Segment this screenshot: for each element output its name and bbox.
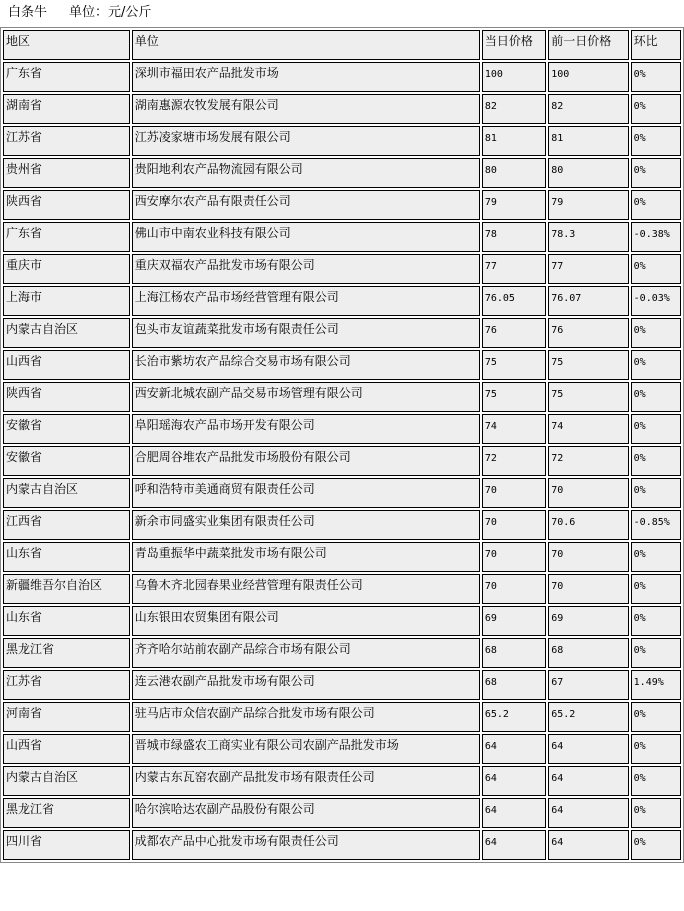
cell-today-price: 80 xyxy=(482,158,546,188)
cell-unit: 晋城市绿盛农工商实业有限公司农副产品批发市场 xyxy=(132,734,480,764)
table-row xyxy=(3,798,681,828)
cell-today-price: 70 xyxy=(482,510,546,540)
cell-previous-price: 70 xyxy=(548,478,628,508)
cell-region: 陕西省 xyxy=(3,190,130,220)
cell-unit: 江苏凌家塘市场发展有限公司 xyxy=(132,126,480,156)
cell-previous-price: 69 xyxy=(548,606,628,636)
cell-today-price: 77 xyxy=(482,254,546,284)
cell-region: 山西省 xyxy=(3,350,130,380)
table-row xyxy=(3,254,681,284)
cell-previous-price: 78.3 xyxy=(548,222,628,252)
price-table-body xyxy=(3,30,681,860)
cell-change: 0% xyxy=(631,190,681,220)
table-row xyxy=(3,414,681,444)
cell-today-price: 76 xyxy=(482,318,546,348)
table-row xyxy=(3,62,681,92)
cell-change: 0% xyxy=(631,350,681,380)
cell-region: 江西省 xyxy=(3,510,130,540)
table-row xyxy=(3,734,681,764)
cell-previous-price: 70 xyxy=(548,574,628,604)
cell-change: 0% xyxy=(631,766,681,796)
cell-change: 0% xyxy=(631,606,681,636)
cell-unit: 哈尔滨哈达农副产品股份有限公司 xyxy=(132,798,480,828)
cell-region: 黑龙江省 xyxy=(3,798,130,828)
cell-today-price: 70 xyxy=(482,478,546,508)
cell-change: 0% xyxy=(631,638,681,668)
table-row xyxy=(3,478,681,508)
cell-region: 江苏省 xyxy=(3,126,130,156)
table-row xyxy=(3,542,681,572)
cell-today-price: 100 xyxy=(482,62,546,92)
price-table xyxy=(0,27,684,863)
cell-change: -0.85% xyxy=(631,510,681,540)
cell-previous-price: 67 xyxy=(548,670,628,700)
cell-today-price: 82 xyxy=(482,94,546,124)
cell-today-price: 68 xyxy=(482,670,546,700)
cell-unit: 佛山市中南农业科技有限公司 xyxy=(132,222,480,252)
table-row xyxy=(3,830,681,860)
cell-change: 0% xyxy=(631,574,681,604)
cell-unit: 上海江杨农产品市场经营管理有限公司 xyxy=(132,286,480,316)
cell-previous-price: 64 xyxy=(548,830,628,860)
table-row xyxy=(3,286,681,316)
table-row xyxy=(3,382,681,412)
cell-today-price: 74 xyxy=(482,414,546,444)
cell-today-price: 78 xyxy=(482,222,546,252)
cell-unit: 西安摩尔农产品有限责任公司 xyxy=(132,190,480,220)
cell-unit: 贵阳地利农产品物流园有限公司 xyxy=(132,158,480,188)
cell-unit: 连云港农副产品批发市场有限公司 xyxy=(132,670,480,700)
table-row xyxy=(3,446,681,476)
cell-today-price: 64 xyxy=(482,830,546,860)
cell-region: 贵州省 xyxy=(3,158,130,188)
header-region: 地区 xyxy=(3,30,130,60)
table-row xyxy=(3,318,681,348)
cell-previous-price: 70 xyxy=(548,542,628,572)
cell-today-price: 75 xyxy=(482,382,546,412)
cell-region: 江苏省 xyxy=(3,670,130,700)
cell-unit: 合肥周谷堆农产品批发市场股份有限公司 xyxy=(132,446,480,476)
table-header-row xyxy=(3,30,681,60)
cell-region: 河南省 xyxy=(3,702,130,732)
cell-change: 0% xyxy=(631,734,681,764)
table-row xyxy=(3,606,681,636)
table-row xyxy=(3,574,681,604)
cell-today-price: 79 xyxy=(482,190,546,220)
cell-today-price: 64 xyxy=(482,766,546,796)
cell-region: 重庆市 xyxy=(3,254,130,284)
cell-change: 0% xyxy=(631,382,681,412)
cell-region: 陕西省 xyxy=(3,382,130,412)
cell-previous-price: 100 xyxy=(548,62,628,92)
cell-change: 0% xyxy=(631,414,681,444)
cell-previous-price: 64 xyxy=(548,798,628,828)
cell-unit: 成都农产品中心批发市场有限责任公司 xyxy=(132,830,480,860)
cell-today-price: 72 xyxy=(482,446,546,476)
cell-unit: 呼和浩特市美通商贸有限责任公司 xyxy=(132,478,480,508)
cell-region: 安徽省 xyxy=(3,414,130,444)
cell-unit: 新余市同盛实业集团有限责任公司 xyxy=(132,510,480,540)
cell-change: 0% xyxy=(631,126,681,156)
table-row xyxy=(3,126,681,156)
header-previous-price: 前一日价格 xyxy=(548,30,628,60)
cell-region: 黑龙江省 xyxy=(3,638,130,668)
cell-today-price: 69 xyxy=(482,606,546,636)
table-row xyxy=(3,94,681,124)
cell-today-price: 70 xyxy=(482,574,546,604)
cell-change: 1.49% xyxy=(631,670,681,700)
header-today-price: 当日价格 xyxy=(482,30,546,60)
table-row xyxy=(3,766,681,796)
cell-today-price: 75 xyxy=(482,350,546,380)
cell-unit: 长治市紫坊农产品综合交易市场有限公司 xyxy=(132,350,480,380)
header-change: 环比 xyxy=(631,30,681,60)
cell-region: 山东省 xyxy=(3,606,130,636)
cell-previous-price: 81 xyxy=(548,126,628,156)
cell-region: 广东省 xyxy=(3,222,130,252)
cell-region: 内蒙古自治区 xyxy=(3,318,130,348)
cell-region: 广东省 xyxy=(3,62,130,92)
cell-today-price: 64 xyxy=(482,798,546,828)
cell-unit: 乌鲁木齐北园春果业经营管理有限责任公司 xyxy=(132,574,480,604)
unit-label: 单位：元/公斤 xyxy=(69,5,152,20)
cell-unit: 阜阳瑶海农产品市场开发有限公司 xyxy=(132,414,480,444)
cell-previous-price: 80 xyxy=(548,158,628,188)
cell-today-price: 81 xyxy=(482,126,546,156)
cell-change: 0% xyxy=(631,830,681,860)
table-row xyxy=(3,350,681,380)
cell-previous-price: 76 xyxy=(548,318,628,348)
cell-previous-price: 64 xyxy=(548,766,628,796)
cell-previous-price: 70.6 xyxy=(548,510,628,540)
cell-region: 山西省 xyxy=(3,734,130,764)
cell-region: 山东省 xyxy=(3,542,130,572)
cell-today-price: 76.05 xyxy=(482,286,546,316)
cell-change: 0% xyxy=(631,254,681,284)
cell-previous-price: 77 xyxy=(548,254,628,284)
cell-today-price: 65.2 xyxy=(482,702,546,732)
cell-region: 安徽省 xyxy=(3,446,130,476)
table-row xyxy=(3,222,681,252)
cell-change: 0% xyxy=(631,318,681,348)
cell-unit: 西安新北城农副产品交易市场管理有限公司 xyxy=(132,382,480,412)
table-row xyxy=(3,190,681,220)
cell-today-price: 64 xyxy=(482,734,546,764)
cell-change: 0% xyxy=(631,62,681,92)
cell-region: 内蒙古自治区 xyxy=(3,478,130,508)
cell-unit: 青岛重振华中蔬菜批发市场有限公司 xyxy=(132,542,480,572)
cell-unit: 深圳市福田农产品批发市场 xyxy=(132,62,480,92)
cell-region: 内蒙古自治区 xyxy=(3,766,130,796)
cell-previous-price: 76.07 xyxy=(548,286,628,316)
cell-previous-price: 75 xyxy=(548,350,628,380)
cell-unit: 包头市友谊蔬菜批发市场有限责任公司 xyxy=(132,318,480,348)
cell-change: 0% xyxy=(631,478,681,508)
table-row xyxy=(3,638,681,668)
header-unit: 单位 xyxy=(132,30,480,60)
cell-unit: 驻马店市众信农副产品综合批发市场有限公司 xyxy=(132,702,480,732)
cell-unit: 湖南惠源农牧发展有限公司 xyxy=(132,94,480,124)
cell-change: 0% xyxy=(631,446,681,476)
table-row xyxy=(3,702,681,732)
cell-change: 0% xyxy=(631,702,681,732)
cell-previous-price: 68 xyxy=(548,638,628,668)
cell-change: -0.03% xyxy=(631,286,681,316)
table-row xyxy=(3,158,681,188)
cell-change: -0.38% xyxy=(631,222,681,252)
cell-unit: 内蒙古东瓦窑农副产品批发市场有限责任公司 xyxy=(132,766,480,796)
cell-region: 上海市 xyxy=(3,286,130,316)
cell-change: 0% xyxy=(631,798,681,828)
cell-change: 0% xyxy=(631,94,681,124)
cell-previous-price: 82 xyxy=(548,94,628,124)
cell-unit: 重庆双福农产品批发市场有限公司 xyxy=(132,254,480,284)
cell-previous-price: 72 xyxy=(548,446,628,476)
cell-today-price: 70 xyxy=(482,542,546,572)
cell-previous-price: 74 xyxy=(548,414,628,444)
product-name: 白条牛 xyxy=(8,5,48,20)
cell-change: 0% xyxy=(631,158,681,188)
table-caption xyxy=(8,3,151,23)
table-row xyxy=(3,670,681,700)
cell-unit: 山东银田农贸集团有限公司 xyxy=(132,606,480,636)
cell-region: 新疆维吾尔自治区 xyxy=(3,574,130,604)
cell-region: 四川省 xyxy=(3,830,130,860)
cell-change: 0% xyxy=(631,542,681,572)
cell-today-price: 68 xyxy=(482,638,546,668)
cell-previous-price: 75 xyxy=(548,382,628,412)
cell-previous-price: 64 xyxy=(548,734,628,764)
cell-previous-price: 65.2 xyxy=(548,702,628,732)
cell-previous-price: 79 xyxy=(548,190,628,220)
cell-region: 湖南省 xyxy=(3,94,130,124)
table-row xyxy=(3,510,681,540)
cell-unit: 齐齐哈尔站前农副产品综合市场有限公司 xyxy=(132,638,480,668)
